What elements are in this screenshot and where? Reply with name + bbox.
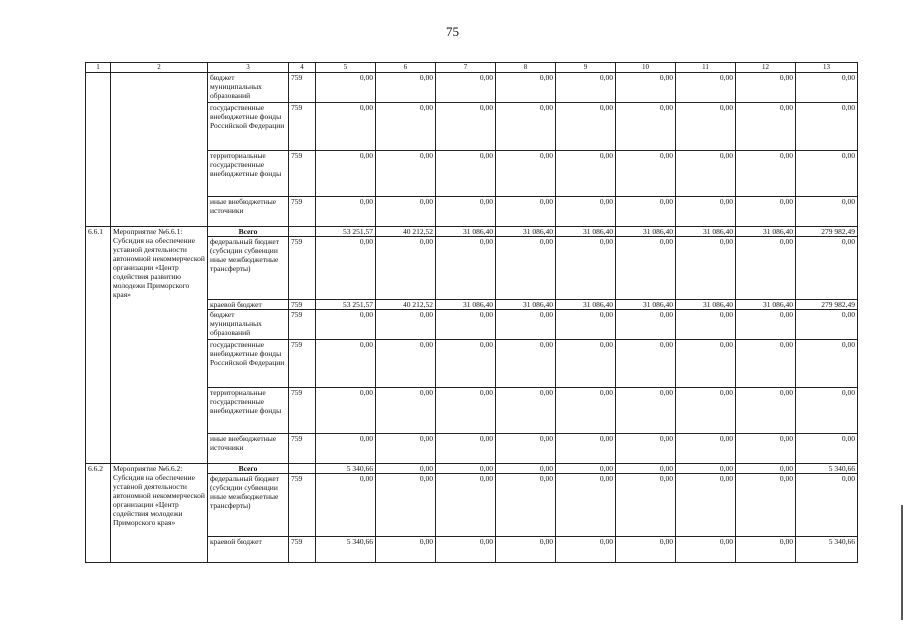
budget-code: 759 [289,340,316,388]
column-number-5: 5 [316,63,376,73]
funding-source: территориальные государственные внебюджетные фонды [208,388,289,434]
amount-cell: 0,00 [556,73,616,103]
amount-cell: 0,00 [736,73,796,103]
amount-cell: 0,00 [316,103,376,151]
amount-cell: 0,00 [376,151,436,197]
column-number-12: 12 [736,63,796,73]
amount-cell: 0,00 [556,310,616,340]
amount-cell: 5 340,66 [316,464,376,474]
amount-cell: 0,00 [496,103,556,151]
amount-cell: 0,00 [376,103,436,151]
amount-cell: 0,00 [436,237,496,300]
amount-cell: 0,00 [496,73,556,103]
amount-cell: 279 982,49 [796,227,858,237]
budget-code: 759 [289,474,316,537]
amount-cell: 0,00 [496,310,556,340]
amount-cell: 0,00 [556,464,616,474]
amount-cell: 0,00 [496,237,556,300]
column-number-8: 8 [496,63,556,73]
amount-cell: 0,00 [436,197,496,227]
amount-cell: 0,00 [316,197,376,227]
amount-cell: 0,00 [736,103,796,151]
column-number-10: 10 [616,63,676,73]
amount-cell: 0,00 [676,388,736,434]
amount-cell: 0,00 [616,474,676,537]
page-number: 75 [446,24,459,39]
amount-cell: 0,00 [796,310,858,340]
amount-cell: 0,00 [616,151,676,197]
amount-cell: 0,00 [496,388,556,434]
amount-cell: 0,00 [556,388,616,434]
amount-cell: 31 086,40 [736,227,796,237]
amount-cell: 0,00 [616,310,676,340]
amount-cell: 0,00 [496,197,556,227]
amount-cell: 0,00 [556,151,616,197]
amount-cell: 0,00 [436,310,496,340]
amount-cell: 0,00 [436,340,496,388]
amount-cell: 0,00 [376,340,436,388]
amount-cell: 0,00 [376,388,436,434]
measure-index: 6.6.1 [86,227,111,464]
amount-cell: 0,00 [676,73,736,103]
amount-cell: 0,00 [616,340,676,388]
budget-code: 759 [289,300,316,310]
budget-table [85,62,858,563]
amount-cell: 0,00 [616,434,676,464]
amount-cell: 0,00 [616,73,676,103]
scan-edge-line [901,505,903,620]
amount-cell: 5 340,66 [316,537,376,563]
budget-code: 759 [289,310,316,340]
amount-cell: 0,00 [796,151,858,197]
amount-cell: 0,00 [316,388,376,434]
budget-code: 759 [289,537,316,563]
amount-cell: 31 086,40 [496,227,556,237]
amount-cell: 0,00 [556,103,616,151]
amount-cell: 0,00 [736,434,796,464]
amount-cell: 0,00 [676,197,736,227]
amount-cell: 0,00 [436,464,496,474]
amount-cell: 0,00 [796,73,858,103]
amount-cell: 0,00 [556,197,616,227]
measure-name: Мероприятие №6.6.1: Субсидия на обеспечение уставной деятельности автономной некоммерческой организации «Центр содействия развитию молодежи Приморского края» [111,227,208,464]
amount-cell: 0,00 [376,197,436,227]
amount-cell: 31 086,40 [436,227,496,237]
amount-cell: 0,00 [616,388,676,434]
table-row [86,227,858,237]
amount-cell: 0,00 [316,434,376,464]
column-number-2: 2 [111,63,208,73]
measure-name: Мероприятие №6.6.2: Субсидия на обеспечение уставной деятельности автономной некоммерческой организации «Центр содействия молодежи Приморского края» [111,464,208,563]
amount-cell: 0,00 [316,474,376,537]
amount-cell: 0,00 [556,434,616,464]
budget-code: 759 [289,103,316,151]
budget-code: 759 [289,197,316,227]
amount-cell: 0,00 [316,310,376,340]
amount-cell: 0,00 [736,151,796,197]
table-row [86,464,858,474]
column-number-1: 1 [86,63,111,73]
amount-cell: 0,00 [496,340,556,388]
funding-source: иные внебюджетные источники [208,197,289,227]
amount-cell: 0,00 [376,464,436,474]
amount-cell: 0,00 [736,310,796,340]
measure-index [86,73,111,227]
amount-cell: 31 086,40 [556,227,616,237]
amount-cell: 5 340,66 [796,537,858,563]
amount-cell: 31 086,40 [676,300,736,310]
amount-cell: 0,00 [436,388,496,434]
column-number-13: 13 [796,63,858,73]
budget-code: 759 [289,151,316,197]
amount-cell: 0,00 [316,340,376,388]
amount-cell: 31 086,40 [676,227,736,237]
amount-cell: 0,00 [676,464,736,474]
amount-cell: 0,00 [376,237,436,300]
amount-cell: 0,00 [556,237,616,300]
funding-source: государственные внебюджетные фонды Российской Федерации [208,103,289,151]
amount-cell: 0,00 [736,340,796,388]
amount-cell: 0,00 [616,537,676,563]
amount-cell: 31 086,40 [496,300,556,310]
column-number-9: 9 [556,63,616,73]
amount-cell: 0,00 [316,73,376,103]
amount-cell: 0,00 [496,151,556,197]
budget-code: 759 [289,73,316,103]
funding-source: Всего [208,227,289,237]
amount-cell: 31 086,40 [556,300,616,310]
amount-cell: 31 086,40 [736,300,796,310]
column-number-3: 3 [208,63,289,73]
funding-source: краевой бюджет [208,537,289,563]
budget-code [289,464,316,474]
amount-cell: 0,00 [796,388,858,434]
amount-cell: 0,00 [616,237,676,300]
table-body [86,63,858,563]
amount-cell: 0,00 [796,103,858,151]
funding-source: краевой бюджет [208,300,289,310]
budget-code: 759 [289,388,316,434]
amount-cell: 0,00 [376,537,436,563]
column-number-6: 6 [376,63,436,73]
amount-cell: 0,00 [436,537,496,563]
amount-cell: 0,00 [676,310,736,340]
amount-cell: 0,00 [376,474,436,537]
amount-cell: 0,00 [436,73,496,103]
amount-cell: 53 251,57 [316,227,376,237]
amount-cell: 0,00 [676,340,736,388]
amount-cell: 0,00 [676,537,736,563]
amount-cell: 0,00 [736,474,796,537]
measure-name [111,73,208,227]
amount-cell: 0,00 [316,237,376,300]
column-number-row [86,63,858,73]
amount-cell: 0,00 [436,434,496,464]
amount-cell: 0,00 [736,237,796,300]
budget-code [289,227,316,237]
amount-cell: 0,00 [496,537,556,563]
funding-source: территориальные государственные внебюджетные фонды [208,151,289,197]
amount-cell: 0,00 [316,151,376,197]
amount-cell: 0,00 [556,474,616,537]
amount-cell: 31 086,40 [616,300,676,310]
amount-cell: 0,00 [736,537,796,563]
amount-cell: 0,00 [676,151,736,197]
amount-cell: 279 982,49 [796,300,858,310]
amount-cell: 0,00 [796,340,858,388]
amount-cell: 0,00 [676,103,736,151]
amount-cell: 40 212,52 [376,227,436,237]
column-number-11: 11 [676,63,736,73]
funding-source: федеральный бюджет (субсидии субвенции иные межбюджетные трансферты) [208,474,289,537]
amount-cell: 0,00 [376,73,436,103]
amount-cell: 0,00 [436,151,496,197]
amount-cell: 0,00 [796,474,858,537]
column-number-4: 4 [289,63,316,73]
amount-cell: 53 251,57 [316,300,376,310]
measure-index: 6.6.2 [86,464,111,563]
amount-cell: 0,00 [436,103,496,151]
amount-cell: 0,00 [496,434,556,464]
amount-cell: 0,00 [796,237,858,300]
amount-cell: 0,00 [616,197,676,227]
funding-source: федеральный бюджет (субсидии субвенции иные межбюджетные трансферты) [208,237,289,300]
amount-cell: 40 212,52 [376,300,436,310]
amount-cell: 0,00 [676,237,736,300]
amount-cell: 0,00 [616,464,676,474]
amount-cell: 0,00 [376,310,436,340]
amount-cell: 0,00 [556,340,616,388]
amount-cell: 0,00 [616,103,676,151]
amount-cell: 0,00 [736,464,796,474]
amount-cell: 0,00 [796,434,858,464]
funding-source: Всего [208,464,289,474]
funding-source: бюджет муниципальных образований [208,310,289,340]
funding-source: государственные внебюджетные фонды Российской Федерации [208,340,289,388]
amount-cell: 0,00 [736,388,796,434]
amount-cell: 0,00 [796,197,858,227]
amount-cell: 31 086,40 [436,300,496,310]
budget-code: 759 [289,434,316,464]
table-row [86,73,858,103]
amount-cell: 5 340,66 [796,464,858,474]
amount-cell: 0,00 [376,434,436,464]
column-number-7: 7 [436,63,496,73]
funding-source: иные внебюджетные источники [208,434,289,464]
amount-cell: 0,00 [496,474,556,537]
amount-cell: 0,00 [496,464,556,474]
amount-cell: 0,00 [676,474,736,537]
amount-cell: 0,00 [556,537,616,563]
amount-cell: 0,00 [736,197,796,227]
amount-cell: 0,00 [676,434,736,464]
funding-source: бюджет муниципальных образований [208,73,289,103]
amount-cell: 0,00 [436,474,496,537]
budget-code: 759 [289,237,316,300]
amount-cell: 31 086,40 [616,227,676,237]
